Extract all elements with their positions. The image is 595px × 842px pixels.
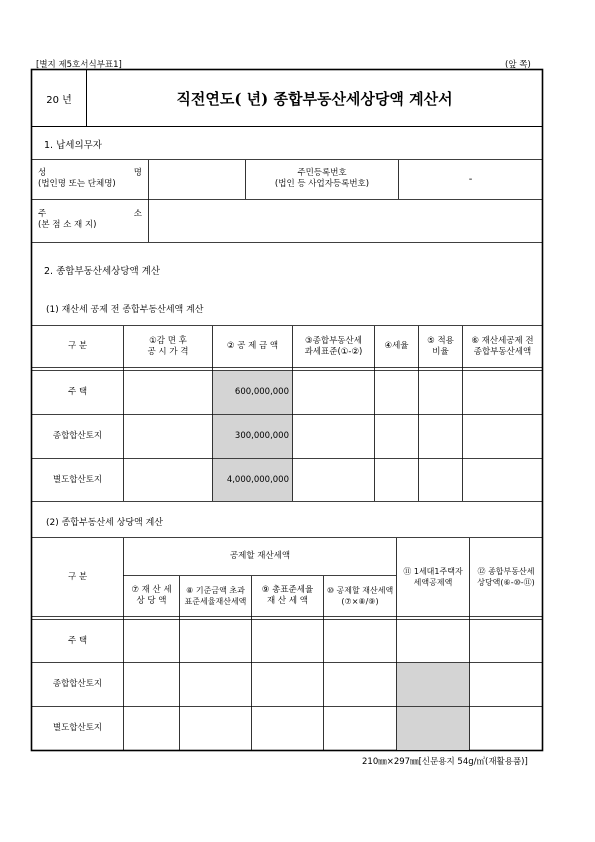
table2-header-deductible-tax: ⑩ 공제할 재산세액 (⑦×⑧/⑨): [326, 586, 394, 606]
table1-header-tax-base: ③종합부동산세 과세표준(①-②): [304, 335, 363, 357]
table2-header-deductible-property-tax: 공제할 재산세액: [229, 551, 291, 561]
table2-row-aggregate-land-label: 종합합산토지: [52, 679, 103, 689]
section1-heading: 1. 납세의무자: [44, 140, 102, 151]
address-label: 주 소 (본 점 소 재 지): [38, 209, 142, 230]
table1-row-aggregate-land-deduction: 300,000,000: [234, 431, 289, 441]
registration-number-field[interactable]: -: [468, 174, 473, 185]
page-side-tag: (앞 쪽): [505, 60, 531, 70]
table1-caption: (1) 재산세 공제 전 종합부동산세액 계산: [46, 305, 204, 315]
table1-row-aggregate-land-label: 종합합산토지: [52, 431, 103, 441]
paper-spec-footer: 210㎜×297㎜[신문용지 54g/㎡(재활용품)]: [362, 757, 528, 767]
form-number-tag: [별지 제5호서식부표1]: [36, 60, 122, 70]
registration-number-label: 주민등록번호 (법인 등 사업자등록번호): [274, 168, 370, 189]
table1-row-separate-land-label: 별도합산토지: [52, 474, 103, 485]
table1-header-assessed-value: ①감 면 후 공 시 가 격: [147, 335, 189, 357]
table1-header-gubun: 구 분: [67, 341, 88, 351]
name-label: 성 명 (법인명 또는 단체명): [38, 168, 142, 189]
name-field[interactable]: [149, 160, 245, 199]
table2-header-single-home-credit: ⑪ 1세대1주택자 세액공제액: [403, 567, 463, 587]
table2-row-housing-label: 주 택: [67, 635, 88, 646]
shaded-cell: [397, 707, 469, 750]
table1-row-separate-land-deduction: 4,000,000,000: [226, 474, 289, 485]
address-field[interactable]: [149, 200, 542, 242]
table1-row-housing-label: 주 택: [67, 387, 88, 397]
table1-header-apply-ratio: ⑤ 적용 비율: [427, 335, 454, 357]
table2-header-excess-standard-tax: ⑧ 기준금액 초과 표준세율재산세액: [184, 586, 247, 606]
section2-heading: 2. 종합부동산세상당액 계산: [44, 266, 161, 277]
year-field[interactable]: 20 년: [46, 94, 72, 106]
table1-header-deduction: ② 공 제 금 액: [226, 341, 279, 351]
table2-header-comprehensive-tax-equiv: ⑫ 종합부동산세 상당액(⑥-⑩-⑪): [477, 567, 535, 587]
table2-caption: (2) 종합부동산세 상당액 계산: [46, 518, 163, 528]
table1-header-tax-rate: ④세율: [384, 341, 409, 351]
document-title: 직전연도( 년) 종합부동산세상당액 계산서: [176, 89, 453, 108]
table2-header-gubun: 구 분: [67, 571, 88, 582]
shaded-cell: [397, 663, 469, 706]
table1-header-pre-credit-tax: ⑥ 재산세공제 전 종합부동산세액: [471, 335, 534, 357]
table2-row-separate-land-label: 별도합산토지: [52, 723, 103, 733]
table2-header-property-tax-equiv: ⑦ 재 산 세 상 당 액: [131, 585, 172, 606]
table1-row-housing-deduction: 600,000,000: [234, 387, 289, 397]
table2-header-total-standard-tax: ⑨ 총표준세율 재 산 세 액: [261, 585, 314, 606]
